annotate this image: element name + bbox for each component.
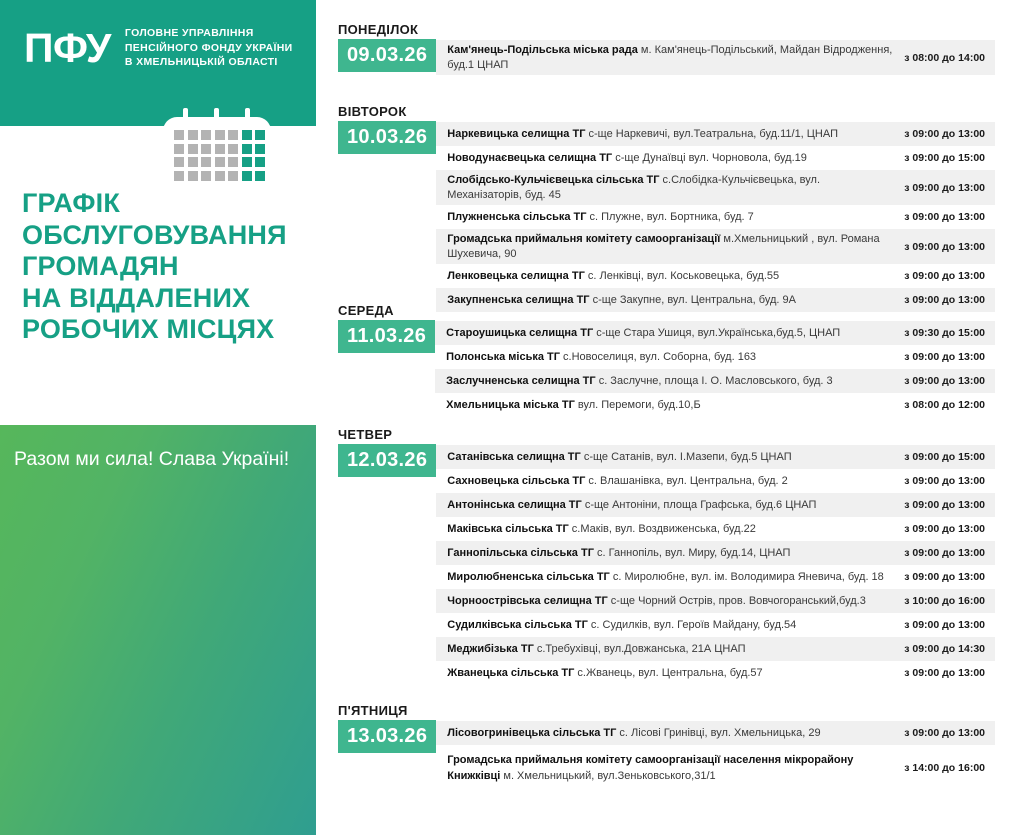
organization-name: Наркевицька селищна ТГ — [447, 127, 586, 140]
organization-address: с-ще Стара Ушиця, вул.Українська,буд.5, ЦНАП — [593, 326, 841, 339]
organization-name: Слобідсько-Кульчієвецька сільська ТГ — [447, 174, 660, 186]
organization-address: с. Ганнопіль, вул. Миру, буд.14, ЦНАП — [593, 546, 791, 559]
service-hours: з 09:00 до 13:00 — [904, 667, 985, 679]
schedule-row-text — [447, 618, 806, 633]
organization-address: с. Лісові Гринівці, вул. Хмельницька, 29 — [616, 726, 821, 739]
schedule-row[interactable] — [436, 589, 995, 613]
schedule-row[interactable] — [436, 517, 995, 541]
organization-name: Меджибізька ТГ — [447, 642, 534, 655]
calendar-cell — [242, 130, 252, 140]
organization-address: м. Хмельницький, вул.Зеньковського,31/1 — [500, 770, 716, 782]
service-hours: з 09:00 до 13:00 — [904, 727, 985, 739]
day-date-badge: 11.03.26 — [338, 320, 435, 353]
calendar-cell — [255, 144, 265, 154]
calendar-cell — [188, 130, 198, 140]
calendar-cell — [242, 144, 252, 154]
day-block — [316, 22, 1024, 75]
organization-name: Громадська приймальня комітету самоорганізації населення мікрорайону Книжківці — [447, 754, 854, 782]
organization-name: Чорноострівська селищна ТГ — [447, 594, 608, 607]
service-hours: з 09:00 до 13:00 — [904, 351, 985, 363]
calendar-cell — [242, 171, 252, 181]
day-block — [316, 303, 1024, 417]
service-hours: з 09:00 до 13:00 — [904, 270, 985, 282]
day-date-badge: 09.03.26 — [338, 39, 436, 72]
day-name-label: П'ЯТНИЦЯ — [338, 703, 408, 718]
organization-name: Староушицька селищна ТГ — [446, 326, 594, 339]
calendar-cell — [201, 157, 211, 167]
organization-address: с. Судилків, вул. Героїв Майдану, буд.54 — [587, 618, 797, 631]
schedule-row-text — [447, 752, 877, 784]
service-hours: з 09:00 до 13:00 — [904, 181, 985, 194]
service-hours: з 09:00 до 13:00 — [904, 523, 985, 535]
calendar-cell — [255, 171, 265, 181]
service-hours: з 09:00 до 13:00 — [904, 375, 985, 387]
schedule-row[interactable] — [435, 345, 995, 369]
organization-address: с.Требухівці, вул.Довжанська, 21А ЦНАП — [533, 642, 746, 655]
service-hours: з 09:00 до 15:00 — [904, 152, 985, 164]
organization-name: Хмельницька міська ТГ — [446, 398, 575, 411]
calendar-cell — [215, 144, 225, 154]
service-hours: з 09:00 до 13:00 — [904, 571, 985, 583]
day-date-badge: 12.03.26 — [338, 444, 436, 477]
service-hours: з 09:00 до 13:00 — [904, 619, 985, 631]
organization-name: Закупненська селищна ТГ — [447, 293, 590, 306]
organization-address: с. Миролюбне, вул. ім. Володимира Яневича, буд. 18 — [609, 570, 884, 583]
calendar-cell — [228, 157, 238, 167]
schedule-row[interactable] — [436, 721, 995, 745]
schedule-row[interactable] — [436, 661, 995, 685]
service-hours: з 09:00 до 13:00 — [904, 211, 985, 223]
calendar-cell — [201, 171, 211, 181]
organization-name: Кам'янець-Подільська міська рада — [447, 44, 638, 56]
schedule-row-text — [447, 210, 763, 225]
organization-name: Заслучненська селищна ТГ — [446, 374, 596, 387]
service-hours: з 14:00 до 16:00 — [904, 762, 985, 774]
day-rows — [436, 721, 1024, 791]
schedule-row-text — [447, 269, 789, 284]
organization-name: Ленковецька селищна ТГ — [447, 269, 585, 282]
schedule-row[interactable] — [436, 170, 995, 205]
schedule-row[interactable] — [436, 264, 995, 288]
day-header — [316, 427, 436, 477]
schedule-row-text — [447, 546, 800, 561]
day-date-badge: 10.03.26 — [338, 121, 436, 154]
calendar-cell — [174, 130, 184, 140]
schedule-row[interactable] — [436, 469, 995, 493]
brand-line-1: ГОЛОВНЕ УПРАВЛІННЯ — [124, 27, 254, 39]
schedule-row-text — [446, 350, 766, 365]
title-line-5: РОБОЧИХ МІСЦЯХ — [22, 314, 275, 344]
service-hours: з 09:00 до 13:00 — [904, 294, 985, 306]
schedule-row[interactable] — [436, 229, 995, 264]
schedule-row[interactable] — [436, 565, 995, 589]
day-header — [316, 703, 436, 753]
calendar-cell — [255, 130, 265, 140]
calendar-cell — [174, 171, 184, 181]
calendar-cell — [215, 171, 225, 181]
calendar-cell — [228, 130, 238, 140]
service-hours: з 09:00 до 15:00 — [904, 451, 985, 463]
organization-address: с. Плужне, вул. Бортника, буд. 7 — [586, 210, 754, 223]
calendar-cell — [188, 144, 198, 154]
organization-name: Громадська приймальня комітету самоорганізації — [447, 233, 721, 245]
schedule-row[interactable] — [436, 613, 995, 637]
schedule-row[interactable] — [436, 445, 995, 469]
organization-name: Маківська сільська ТГ — [447, 522, 569, 535]
schedule-row[interactable] — [436, 541, 995, 565]
organization-name: Лісовогринівецька сільська ТГ — [447, 726, 617, 739]
calendar-cell — [201, 130, 211, 140]
schedule-column — [316, 0, 1024, 835]
title-line-2: ОБСЛУГОВУВАННЯ — [22, 219, 287, 250]
schedule-row-text — [447, 232, 904, 261]
calendar-cell — [228, 144, 238, 154]
schedule-row-text — [447, 43, 904, 72]
calendar-cell — [242, 157, 252, 167]
day-block — [316, 104, 1024, 312]
schedule-row-text — [447, 450, 801, 465]
calendar-cell — [215, 157, 225, 167]
gradient-panel — [0, 425, 316, 835]
service-hours: з 09:00 до 14:30 — [904, 643, 985, 655]
service-hours: з 08:00 до 14:00 — [904, 51, 985, 64]
day-rows — [436, 40, 1024, 75]
organization-name: Миролюбненська сільська ТГ — [447, 570, 610, 583]
slogan-text: Разом ми сила! Слава Україні! — [14, 448, 290, 470]
schedule-row[interactable] — [436, 493, 995, 517]
day-name-label: ПОНЕДІЛОК — [338, 22, 419, 37]
day-block — [316, 703, 1024, 791]
organization-address: м. Кам'янець-Подільський, Майдан Відродження, буд.1 ЦНАП — [447, 44, 893, 71]
organization-address: с. Ленківці, вул. Коськовецька, буд.55 — [584, 269, 780, 282]
schedule-row-text — [447, 151, 817, 166]
brand-line-3: В ХМЕЛЬНИЦЬКІЙ ОБЛАСТІ — [124, 56, 278, 68]
organization-address: с-ще Дунаївці вул. Чорновола, буд.19 — [612, 151, 807, 164]
title-line-3: ГРОМАДЯН — [22, 251, 179, 281]
schedule-row-text — [447, 666, 772, 681]
calendar-cell — [174, 144, 184, 154]
schedule-row-text — [446, 374, 842, 389]
brand-subtitle — [125, 26, 293, 70]
schedule-row[interactable] — [436, 637, 995, 661]
schedule-row[interactable] — [435, 393, 995, 417]
organization-address: с-ще Сатанів, вул. І.Мазепи, буд.5 ЦНАП — [580, 450, 792, 463]
brand-line-2: ПЕНСІЙНОГО ФОНДУ УКРАЇНИ — [124, 41, 293, 54]
schedule-row[interactable] — [436, 146, 995, 170]
schedule-row[interactable] — [436, 205, 995, 229]
service-hours: з 09:00 до 13:00 — [904, 475, 985, 487]
organization-address: м.Хмельницький , вул. Романа Шухевича, 90 — [447, 233, 880, 260]
calendar-cell — [201, 144, 211, 154]
day-rows — [435, 321, 1024, 417]
schedule-row-text — [447, 522, 766, 537]
organization-address: с.Новоселиця, вул. Соборна, буд. 163 — [559, 350, 757, 363]
organization-address: с-ще Чорний Острів, пров. Вовчогоранський,буд.3 — [607, 594, 866, 607]
service-hours: з 08:00 до 12:00 — [904, 399, 985, 411]
service-hours: з 10:00 до 16:00 — [904, 595, 985, 607]
day-rows — [436, 122, 1024, 312]
day-name-label: ЧЕТВЕР — [338, 427, 393, 442]
title-line-4: НА ВІДДАЛЕНИХ — [22, 282, 251, 313]
schedule-row-text — [447, 498, 826, 513]
organization-address: с-ще Закупне, вул. Центральна, буд. 9А — [589, 293, 796, 306]
schedule-row[interactable] — [435, 369, 995, 393]
service-hours: з 09:00 до 13:00 — [904, 547, 985, 559]
organization-address: с-ще Антоніни, площа Графська, буд.6 ЦНАП — [581, 498, 817, 511]
organization-address: вул. Перемоги, буд.10,Б — [574, 398, 701, 411]
organization-name: Антонінська селищна ТГ — [447, 498, 582, 511]
left-column — [0, 0, 316, 835]
day-header — [316, 303, 435, 353]
schedule-row-text — [447, 594, 876, 609]
day-name-label: ВІВТОРОК — [338, 104, 407, 119]
schedule-row[interactable] — [436, 122, 995, 146]
service-hours: з 09:00 до 13:00 — [904, 128, 985, 140]
calendar-cell — [255, 157, 265, 167]
organization-name: Ганнопільська сільська ТГ — [447, 546, 594, 559]
day-header — [316, 22, 436, 72]
schedule-row[interactable] — [436, 40, 995, 75]
organization-name: Сатанівська селищна ТГ — [447, 450, 581, 463]
organization-name: Полонська міська ТГ — [446, 350, 560, 363]
calendar-cell — [215, 130, 225, 140]
organization-address: с.Маків, вул. Воздвиженська, буд.22 — [568, 522, 756, 535]
page-title — [22, 188, 312, 346]
schedule-row-text — [447, 474, 797, 489]
schedule-row-text — [447, 173, 904, 202]
calendar-cell — [188, 171, 198, 181]
schedule-row-text — [446, 326, 850, 341]
organization-address: с.Жванець, вул. Центральна, буд.57 — [574, 666, 763, 679]
schedule-row[interactable] — [435, 321, 995, 345]
organization-address: с-ще Наркевичі, вул.Театральна, буд.11/1, ЦНАП — [585, 127, 838, 140]
day-date-badge: 13.03.26 — [338, 720, 436, 753]
organization-address: с. Влашанівка, вул. Центральна, буд. 2 — [585, 474, 788, 487]
day-rows — [436, 445, 1024, 685]
organization-name: Сахновецька сільська ТГ — [447, 474, 586, 487]
calendar-grid — [174, 130, 265, 181]
service-hours: з 09:00 до 13:00 — [904, 240, 985, 253]
day-header — [316, 104, 436, 154]
organization-name: Плужненська сільська ТГ — [447, 210, 587, 223]
service-hours: з 09:00 до 13:00 — [904, 499, 985, 511]
calendar-cell — [174, 157, 184, 167]
brand-inner — [0, 0, 316, 70]
day-block — [316, 427, 1024, 685]
schedule-row-text — [446, 398, 711, 413]
schedule-row-text — [447, 726, 830, 741]
pfu-logo: ПФУ — [24, 24, 111, 71]
organization-name: Новодунаєвецька селищна ТГ — [447, 151, 613, 164]
schedule-row-text — [447, 127, 848, 142]
calendar-cell — [228, 171, 238, 181]
organization-name: Жванецька сільська ТГ — [447, 666, 575, 679]
calendar-cell — [188, 157, 198, 167]
organization-address: с.Слобідка-Кульчієвецька, вул. Механізаторів, буд. 45 — [447, 174, 821, 201]
title-line-1: ГРАФІК — [22, 188, 120, 218]
day-name-label: СЕРЕДА — [338, 303, 394, 318]
service-hours: з 09:30 до 15:00 — [904, 327, 985, 339]
schedule-row-text — [447, 570, 894, 585]
organization-address: с. Заслучне, площа І. О. Масловського, буд. 3 — [595, 374, 833, 387]
schedule-row[interactable] — [436, 745, 995, 791]
organization-name: Судилківська сільська ТГ — [447, 618, 588, 631]
schedule-row-text — [447, 642, 755, 657]
